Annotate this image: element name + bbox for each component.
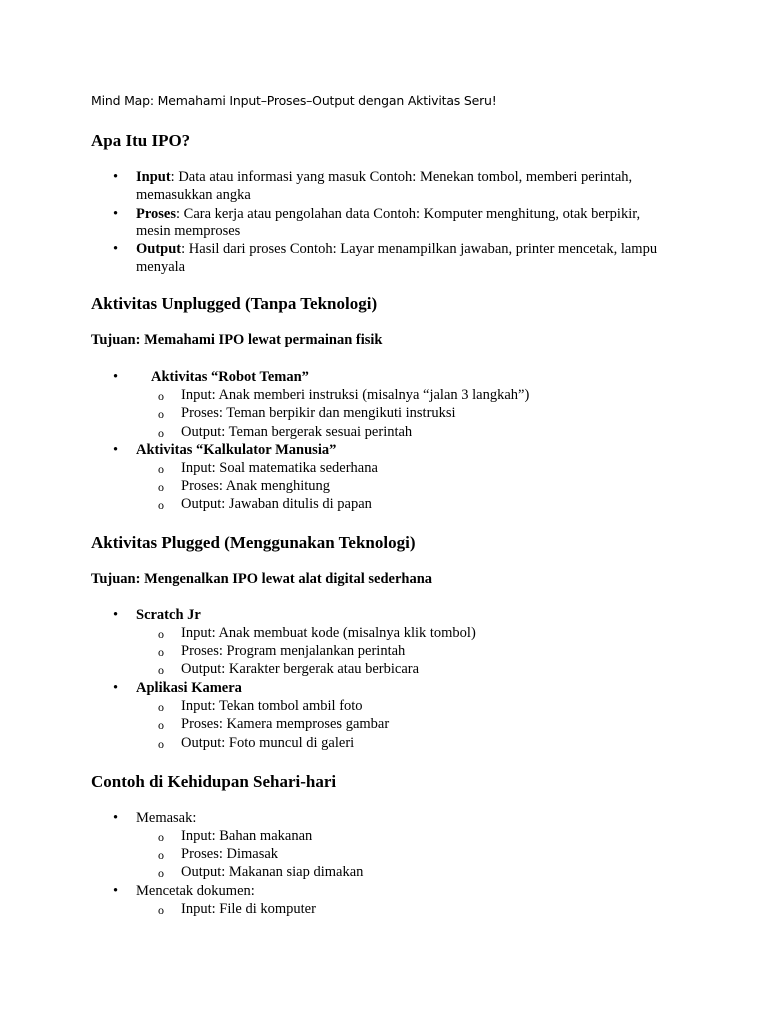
list-item-continuation: menyala xyxy=(136,259,186,275)
sub-bullet: o xyxy=(158,700,164,714)
bullet-dot: • xyxy=(113,680,119,696)
example-title: Mencetak dokumen: xyxy=(136,883,255,899)
example-step: Input: Bahan makanan xyxy=(181,828,313,844)
activity-step: Proses: Teman berpikir dan mengikuti instruksi xyxy=(181,405,456,421)
bullet-dot: • xyxy=(113,206,119,222)
activity-title: Scratch Jr xyxy=(136,607,201,623)
activity-step: Proses: Anak menghitung xyxy=(181,478,331,494)
sub-bullet: o xyxy=(158,498,164,512)
unplugged-goal: Tujuan: Memahami IPO lewat permainan fisik xyxy=(91,332,383,348)
activity-step: Output: Foto muncul di galeri xyxy=(181,735,355,751)
sub-bullet: o xyxy=(158,480,164,494)
example-title: Memasak: xyxy=(136,810,197,826)
term-proses: Proses xyxy=(136,206,177,222)
bullet-dot: • xyxy=(113,607,119,623)
example-step: Input: File di komputer xyxy=(181,901,316,917)
example-step: Output: Makanan siap dimakan xyxy=(181,864,364,880)
sub-bullet: o xyxy=(158,830,164,844)
sub-bullet: o xyxy=(158,718,164,732)
sub-bullet: o xyxy=(158,389,164,403)
sub-bullet: o xyxy=(158,663,164,677)
plugged-goal: Tujuan: Mengenalkan IPO lewat alat digital sederhana xyxy=(91,571,433,587)
activity-title: Aplikasi Kamera xyxy=(136,680,242,696)
section-heading-plugged: Aktivitas Plugged (Menggunakan Teknologi) xyxy=(91,533,416,552)
bullet-dot: • xyxy=(113,810,119,826)
sub-bullet: o xyxy=(158,627,164,641)
activity-title: Aktivitas “Kalkulator Manusia” xyxy=(136,442,337,458)
sub-bullet: o xyxy=(158,407,164,421)
list-item-input xyxy=(136,168,632,186)
activity-step: Input: Soal matematika sederhana xyxy=(181,460,378,476)
activity-kalkulator-manusia xyxy=(136,441,336,459)
example-mencetak xyxy=(136,882,255,900)
section-heading-unplugged: Aktivitas Unplugged (Tanpa Teknologi) xyxy=(91,294,378,313)
list-item-continuation: mesin memproses xyxy=(136,223,241,239)
activity-step: Proses: Program menjalankan perintah xyxy=(181,643,406,659)
activity-step: Input: Anak membuat kode (misalnya klik tombol) xyxy=(181,625,476,641)
list-item-proses xyxy=(136,205,640,223)
term-description: : Hasil dari proses Contoh: Layar menampilkan jawaban, printer mencetak, lampu xyxy=(181,241,658,257)
term-input: Input xyxy=(136,169,171,185)
sub-bullet: o xyxy=(158,426,164,440)
activity-step: Proses: Kamera memproses gambar xyxy=(181,716,390,732)
bullet-dot: • xyxy=(113,241,119,257)
list-item-continuation: memasukkan angka xyxy=(136,187,251,203)
term-description: : Data atau informasi yang masuk Contoh: Menekan tombol, memberi perintah, xyxy=(170,169,633,185)
term-output: Output xyxy=(136,241,182,257)
sub-bullet: o xyxy=(158,866,164,880)
sub-bullet: o xyxy=(158,462,164,476)
activity-scratch-jr xyxy=(136,606,201,624)
document-title: Mind Map: Memahami Input–Proses–Output dengan Aktivitas Seru! xyxy=(91,93,497,108)
activity-step: Output: Jawaban ditulis di papan xyxy=(181,496,372,512)
bullet-dot: • xyxy=(113,883,119,899)
activity-step: Output: Teman bergerak sesuai perintah xyxy=(181,424,413,440)
list-item-output xyxy=(136,240,657,258)
sub-bullet: o xyxy=(158,645,164,659)
bullet-dot: • xyxy=(113,442,119,458)
bullet-dot: • xyxy=(113,369,119,385)
sub-bullet: o xyxy=(158,903,164,917)
activity-step: Input: Tekan tombol ambil foto xyxy=(181,698,363,714)
example-step: Proses: Dimasak xyxy=(181,846,279,862)
activity-aplikasi-kamera xyxy=(136,679,242,697)
example-memasak xyxy=(136,809,196,827)
sub-bullet: o xyxy=(158,848,164,862)
bullet-dot: • xyxy=(113,169,119,185)
section-heading-ipo: Apa Itu IPO? xyxy=(91,131,191,150)
activity-robot-teman: Aktivitas “Robot Teman” xyxy=(151,369,309,385)
sub-bullet: o xyxy=(158,737,164,751)
term-description: : Cara kerja atau pengolahan data Contoh: Komputer menghitung, otak berpikir, xyxy=(176,206,641,222)
activity-step: Output: Karakter bergerak atau berbicara xyxy=(181,661,420,677)
activity-step: Input: Anak memberi instruksi (misalnya “jalan 3 langkah”) xyxy=(181,387,530,403)
section-heading-daily: Contoh di Kehidupan Sehari-hari xyxy=(91,772,337,791)
